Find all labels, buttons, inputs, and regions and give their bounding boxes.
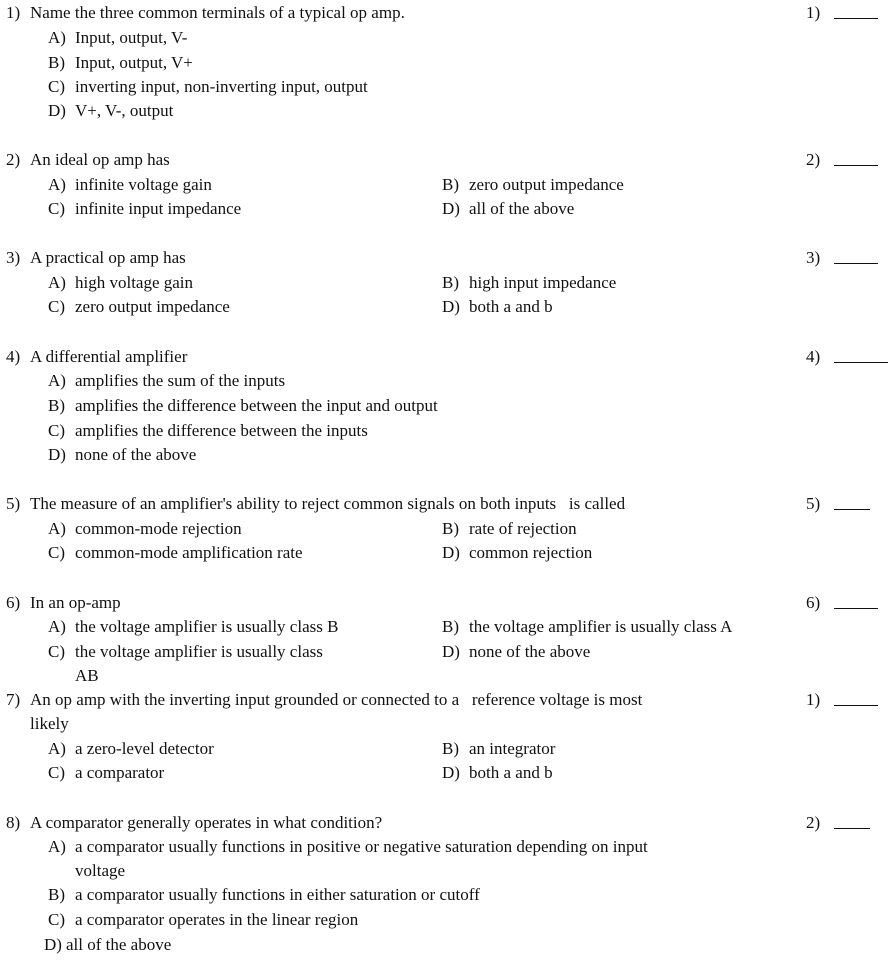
option-text: common-mode amplification rate (75, 543, 303, 562)
option-text: all of the above (469, 199, 575, 218)
answer-blank[interactable] (834, 509, 870, 510)
answer-label: 1) (806, 3, 821, 22)
option-letter: C) (48, 297, 65, 316)
option-text: both a and b (469, 763, 553, 782)
option-letter: B) (442, 617, 459, 636)
option-text: an integrator (469, 739, 556, 758)
question-stem: In an op-amp (30, 593, 121, 612)
option-letter: A) (48, 617, 66, 636)
option-letter: B) (442, 739, 459, 758)
answer-label: 4) (806, 347, 821, 366)
question-stem: Name the three common terminals of a typical op amp. (30, 3, 405, 22)
option-text: a zero-level detector (75, 739, 214, 758)
option-letter: B) (48, 885, 65, 904)
option-text-continued: voltage (75, 861, 126, 880)
question-stem: An ideal op amp has (30, 150, 170, 169)
option-text: zero output impedance (75, 297, 230, 316)
option-letter: B) (48, 396, 65, 415)
option-letter: C) (48, 642, 65, 661)
option-text: infinite input impedance (75, 199, 242, 218)
option-text: a comparator usually functions in positive or negative saturation depending on input (75, 837, 648, 856)
option-text: Input, output, V- (75, 28, 188, 47)
option-letter: D) (442, 199, 460, 218)
question-stem: The measure of an amplifier's ability to reject common signals on both inputs is called (30, 494, 626, 513)
answer-blank[interactable] (834, 608, 878, 609)
answer-blank[interactable] (834, 362, 888, 363)
question-number: 1) (6, 3, 21, 22)
question-number: 7) (6, 690, 21, 709)
option-text: all of the above (66, 935, 172, 954)
option-text: common-mode rejection (75, 519, 242, 538)
answer-blank[interactable] (834, 18, 878, 19)
option-text: amplifies the difference between the input and output (75, 396, 438, 415)
option-text: both a and b (469, 297, 553, 316)
option-letter: D) (44, 935, 62, 954)
option-letter: C) (48, 763, 65, 782)
option-letter: A) (48, 519, 66, 538)
option-text: high voltage gain (75, 273, 194, 292)
option-letter: A) (48, 837, 66, 856)
answer-blank[interactable] (834, 263, 878, 264)
option-text: a comparator operates in the linear region (75, 910, 359, 929)
option-letter: D) (442, 763, 460, 782)
option-text: inverting input, non-inverting input, output (75, 77, 368, 96)
option-letter: A) (48, 371, 66, 390)
option-letter: C) (48, 77, 65, 96)
answer-label: 3) (806, 248, 821, 267)
option-letter: D) (442, 543, 460, 562)
answer-label: 1) (806, 690, 821, 709)
question-number: 5) (6, 494, 21, 513)
option-text-continued: AB (75, 666, 99, 685)
option-letter: B) (442, 175, 459, 194)
option-letter: B) (48, 53, 65, 72)
answer-label: 6) (806, 593, 821, 612)
option-letter: C) (48, 199, 65, 218)
question-stem: A comparator generally operates in what condition? (30, 813, 383, 832)
answer-blank[interactable] (834, 828, 870, 829)
question-number: 3) (6, 248, 21, 267)
option-text: V+, V-, output (75, 101, 174, 120)
option-text: amplifies the difference between the inputs (75, 421, 368, 440)
question-number: 2) (6, 150, 21, 169)
option-letter: C) (48, 543, 65, 562)
answer-label: 5) (806, 494, 821, 513)
option-text: infinite voltage gain (75, 175, 212, 194)
option-letter: A) (48, 175, 66, 194)
option-text: rate of rejection (469, 519, 577, 538)
option-letter: A) (48, 28, 66, 47)
option-text: none of the above (75, 445, 197, 464)
question-stem: A practical op amp has (30, 248, 186, 267)
option-text: Input, output, V+ (75, 53, 193, 72)
option-letter: C) (48, 910, 65, 929)
answer-label: 2) (806, 813, 821, 832)
option-text: zero output impedance (469, 175, 624, 194)
option-letter: A) (48, 273, 66, 292)
question-stem-continued: likely (30, 714, 69, 733)
question-stem: An op amp with the inverting input grounded or connected to a reference voltage is most (30, 690, 643, 709)
option-letter: D) (442, 297, 460, 316)
option-letter: A) (48, 739, 66, 758)
option-text: none of the above (469, 642, 591, 661)
option-letter: B) (442, 519, 459, 538)
option-text: a comparator usually functions in either saturation or cutoff (75, 885, 480, 904)
option-text: a comparator (75, 763, 165, 782)
option-letter: D) (48, 445, 66, 464)
option-letter: D) (48, 101, 66, 120)
question-number: 4) (6, 347, 21, 366)
option-letter: B) (442, 273, 459, 292)
option-letter: D) (442, 642, 460, 661)
option-text: common rejection (469, 543, 593, 562)
question-stem: A differential amplifier (30, 347, 188, 366)
answer-label: 2) (806, 150, 821, 169)
question-number: 8) (6, 813, 21, 832)
answer-blank[interactable] (834, 165, 878, 166)
option-text: amplifies the sum of the inputs (75, 371, 286, 390)
option-letter: C) (48, 421, 65, 440)
option-text: the voltage amplifier is usually class A (469, 617, 733, 636)
option-text: the voltage amplifier is usually class B (75, 617, 339, 636)
option-text: the voltage amplifier is usually class (75, 642, 323, 661)
answer-blank[interactable] (834, 705, 878, 706)
option-text: high input impedance (469, 273, 617, 292)
question-number: 6) (6, 593, 21, 612)
